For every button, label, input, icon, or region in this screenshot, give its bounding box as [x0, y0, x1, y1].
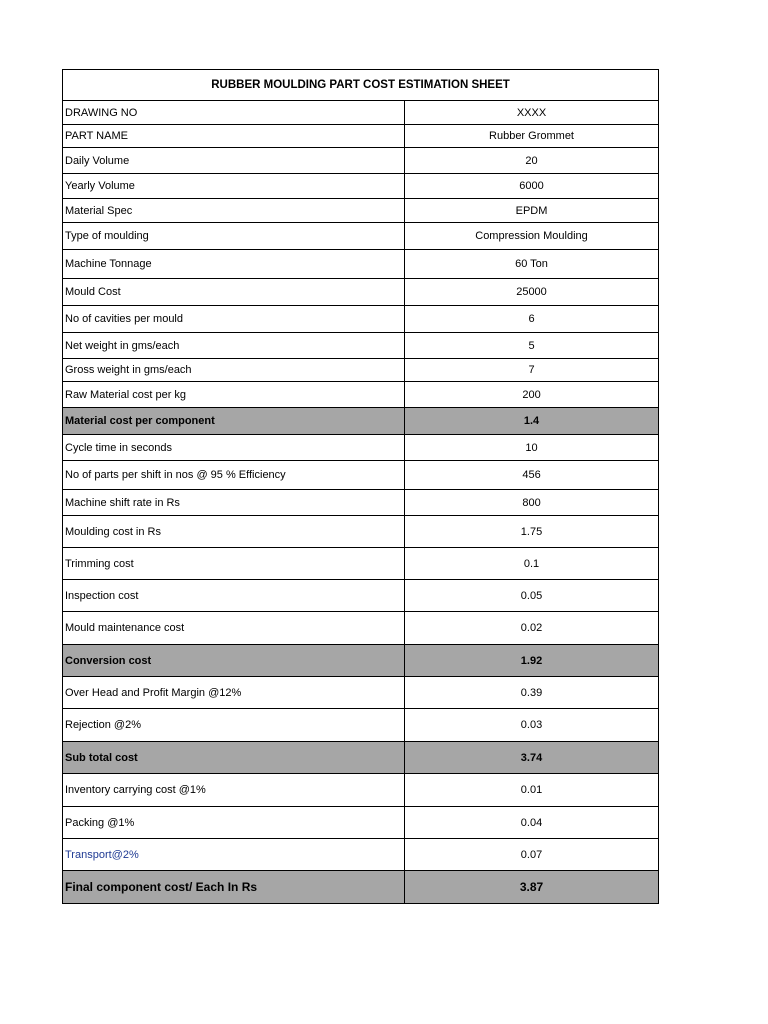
table-row: [63, 382, 659, 408]
table-row: [63, 612, 659, 645]
table-row-highlight: [63, 742, 659, 774]
table-row: [63, 548, 659, 580]
row-label: Machine shift rate in Rs: [63, 490, 405, 516]
row-label: Sub total cost: [63, 742, 405, 774]
table-row: [63, 101, 659, 125]
table-row: [63, 250, 659, 279]
row-label: Material cost per component: [63, 408, 405, 435]
row-value: 6000: [405, 174, 659, 199]
row-label: Daily Volume: [63, 148, 405, 174]
table-row: [63, 435, 659, 461]
table-row: [63, 490, 659, 516]
row-label: Net weight in gms/each: [63, 333, 405, 359]
table-row-final: [63, 871, 659, 904]
table-row: [63, 461, 659, 490]
row-label: Rejection @2%: [63, 709, 405, 742]
row-value: XXXX: [405, 101, 659, 125]
table-row-highlight: [63, 408, 659, 435]
row-value: 800: [405, 490, 659, 516]
table-row: [63, 174, 659, 199]
row-value: 0.1: [405, 548, 659, 580]
table-row: [63, 774, 659, 807]
row-label: Material Spec: [63, 199, 405, 223]
table-row: [63, 125, 659, 148]
row-label: Over Head and Profit Margin @12%: [63, 677, 405, 709]
row-label: Final component cost/ Each In Rs: [63, 871, 405, 904]
row-label: Mould Cost: [63, 279, 405, 306]
row-label: Packing @1%: [63, 807, 405, 839]
row-value: 456: [405, 461, 659, 490]
row-value: 1.75: [405, 516, 659, 548]
row-value: 200: [405, 382, 659, 408]
table-row: [63, 333, 659, 359]
row-value: Rubber Grommet: [405, 125, 659, 148]
table-row: [63, 279, 659, 306]
row-label: Mould maintenance cost: [63, 612, 405, 645]
row-label: Inventory carrying cost @1%: [63, 774, 405, 807]
row-value: 6: [405, 306, 659, 333]
row-value: 0.03: [405, 709, 659, 742]
table-row: [63, 223, 659, 250]
row-label: Trimming cost: [63, 548, 405, 580]
title-row: [63, 70, 659, 101]
row-label: Yearly Volume: [63, 174, 405, 199]
table-row-highlight: [63, 645, 659, 677]
row-value: 0.05: [405, 580, 659, 612]
row-value: EPDM: [405, 199, 659, 223]
table-row: [63, 148, 659, 174]
row-label: Raw Material cost per kg: [63, 382, 405, 408]
table-row: [63, 709, 659, 742]
table-row: [63, 359, 659, 382]
row-label: Machine Tonnage: [63, 250, 405, 279]
row-label: Gross weight in gms/each: [63, 359, 405, 382]
table-row: [63, 199, 659, 223]
row-value: 0.39: [405, 677, 659, 709]
row-value: 1.4: [405, 408, 659, 435]
row-value: 20: [405, 148, 659, 174]
row-value: 7: [405, 359, 659, 382]
table-row: [63, 839, 659, 871]
table-row: [63, 807, 659, 839]
row-value: 60 Ton: [405, 250, 659, 279]
row-label: Conversion cost: [63, 645, 405, 677]
table-row: [63, 580, 659, 612]
row-value: 25000: [405, 279, 659, 306]
row-value: 5: [405, 333, 659, 359]
row-label: PART NAME: [63, 125, 405, 148]
row-value: 0.04: [405, 807, 659, 839]
row-label: DRAWING NO: [63, 101, 405, 125]
table-row: [63, 306, 659, 333]
row-value: 3.87: [405, 871, 659, 904]
row-label: Cycle time in seconds: [63, 435, 405, 461]
row-value: 3.74: [405, 742, 659, 774]
row-label: No of cavities per mould: [63, 306, 405, 333]
row-label: Moulding cost in Rs: [63, 516, 405, 548]
row-value: Compression Moulding: [405, 223, 659, 250]
row-label: Transport@2%: [63, 839, 405, 871]
row-value: 10: [405, 435, 659, 461]
row-label: Inspection cost: [63, 580, 405, 612]
sheet-title: RUBBER MOULDING PART COST ESTIMATION SHEET: [63, 70, 659, 101]
row-value: 0.07: [405, 839, 659, 871]
row-label: No of parts per shift in nos @ 95 % Efficiency: [63, 461, 405, 490]
row-value: 1.92: [405, 645, 659, 677]
row-value: 0.02: [405, 612, 659, 645]
table-row: [63, 677, 659, 709]
row-label: Type of moulding: [63, 223, 405, 250]
cost-estimation-table: [62, 69, 659, 904]
table-row: [63, 516, 659, 548]
row-value: 0.01: [405, 774, 659, 807]
